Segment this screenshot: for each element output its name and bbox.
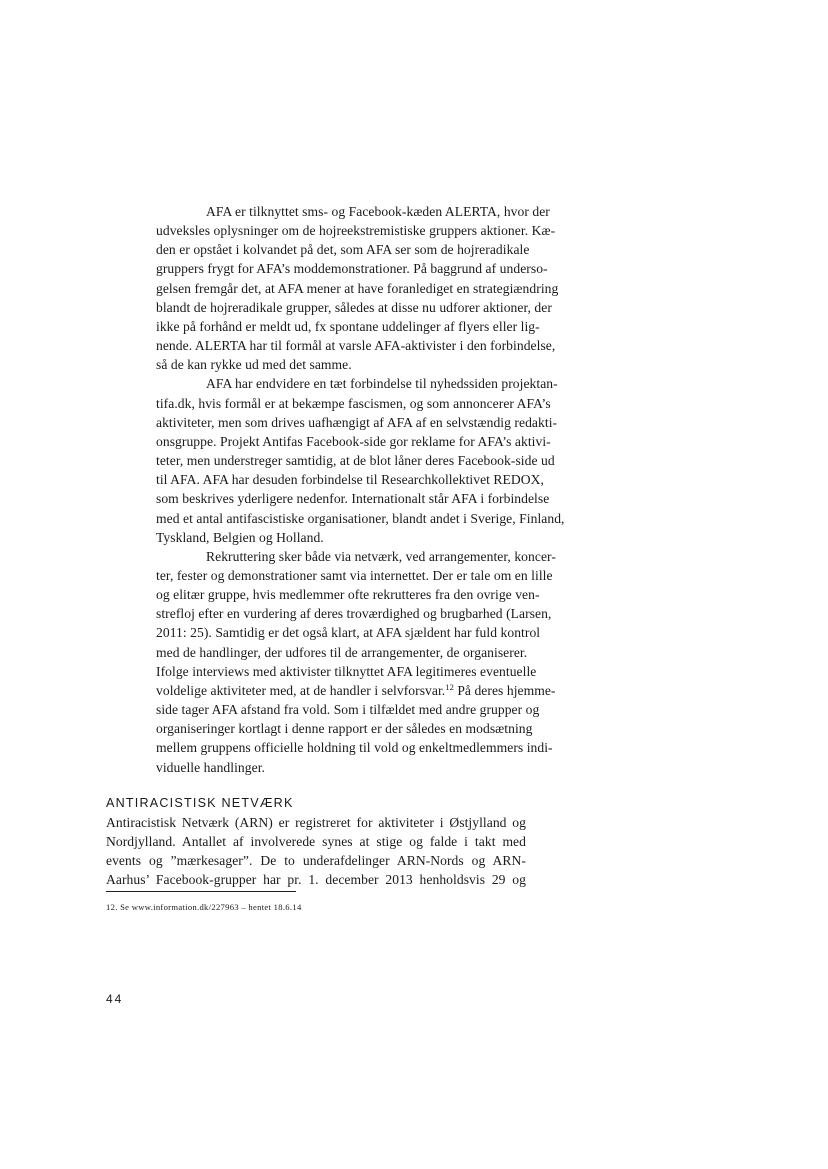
section-heading: ANTIRACISTISK NETVÆRK xyxy=(106,795,294,810)
text-line: teter, men understreger samtidig, at de blot låner deres Facebook-side ud xyxy=(156,453,555,469)
text-line: med et antal antifascistiske organisationer, blandt andet i Sverige, Finland, xyxy=(156,510,565,526)
text-line: tifa.dk, hvis formål er at bekæmpe fascismen, og som annoncerer AFA’s xyxy=(156,395,551,411)
text-line: så de kan rykke ud med det samme. xyxy=(156,357,352,373)
text-line: ter, fester og demonstrationer samt via internettet. Der er tale om en lille xyxy=(156,567,553,583)
text-line: Antiracistisk Netværk (ARN) er registreret for aktiviteter i Østjylland og xyxy=(106,814,526,830)
text-line: side tager AFA afstand fra vold. Som i tilfældet med andre grupper og xyxy=(156,702,540,718)
text-line: organiseringer kortlagt i denne rapport er der således en modsætning xyxy=(156,721,533,737)
text-line: Nordjylland. Antallet af involverede synes at stige og falde i takt med xyxy=(106,833,526,849)
text-line: Tyskland, Belgien og Holland. xyxy=(156,529,324,545)
text-line: AFA er tilknyttet sms- og Facebook-kæden ALERTA, hvor der xyxy=(206,204,550,219)
text-line: og elitær gruppe, hvis medlemmer ofte rekrutteres fra den ovrige ven- xyxy=(156,587,540,603)
text-line: mellem gruppens officielle holdning til vold og enkeltmedlemmers indi- xyxy=(156,740,553,756)
paragraph-rekruttering xyxy=(106,547,556,777)
text-line: viduelle handlinger. xyxy=(156,759,265,775)
text-line: ikke på forhånd er meldt ud, fx spontane uddelinger af flyers eller lig- xyxy=(156,318,540,334)
text-line-with-footnote xyxy=(106,681,556,700)
text-line: til AFA. AFA har desuden forbindelse til Researchkollektivet REDOX, xyxy=(156,472,544,488)
text-line: strefloj efter en vurdering af deres troværdighed og brugbarhed (Larsen, xyxy=(156,606,552,622)
paragraph-arn xyxy=(106,813,526,890)
text-fragment: voldelige aktiviteter med, at de handler i selvforsvar. xyxy=(156,682,446,698)
text-line: blandt de hojreradikale grupper, således at disse nu udforer aktioner, der xyxy=(156,299,552,315)
text-line: Aarhus’ Facebook-grupper har pr. 1. december 2013 henholdsvis 29 og xyxy=(106,872,526,888)
text-line: aktiviteter, men som drives uafhængigt af AFA af en selvstændig redakti- xyxy=(156,414,558,430)
text-line: den er opstået i kolvandet på det, som AFA ser som de hojreradikale xyxy=(156,242,530,258)
text-line: som beskrives yderligere nedenfor. Internationalt står AFA i forbindelse xyxy=(156,491,550,507)
footnote-divider xyxy=(106,891,296,892)
text-line: nende. ALERTA har til formål at varsle AFA-aktivister i den forbindelse, xyxy=(156,338,556,354)
paragraph-projekt-antifa xyxy=(106,374,565,546)
paragraph-alerta xyxy=(106,202,559,374)
text-line: gelsen fremgår det, at AFA mener at have foranlediget en strategiændring xyxy=(156,280,559,296)
body-text xyxy=(106,202,565,889)
text-line: AFA har endvidere en tæt forbindelse til nyhedssiden projektan- xyxy=(206,376,558,392)
text-line: Ifolge interviews med aktivister tilknyttet AFA legitimeres eventuelle xyxy=(156,663,537,679)
text-line: onsgruppe. Projekt Antifas Facebook-side gor reklame for AFA’s aktivi- xyxy=(156,433,551,449)
text-line: Rekruttering sker både via netværk, ved arrangementer, koncer- xyxy=(206,548,556,564)
page-number: 44 xyxy=(106,992,124,1006)
text-line: events og ”mærkesager”. De to underafdelinger ARN-Nords og ARN- xyxy=(106,853,526,868)
footnote-marker: 12 xyxy=(445,681,454,692)
text-line: udveksles oplysninger om de hojreekstremistiske gruppers aktioner. Kæ- xyxy=(156,223,556,239)
text-fragment: På deres hjemme- xyxy=(453,682,556,698)
text-line: 2011: 25). Samtidig er det også klart, at AFA sjældent har fuld kontrol xyxy=(156,625,541,641)
footnote: 12. Se www.information.dk/227963 – hentet 18.6.14 xyxy=(106,902,302,912)
text-line: gruppers frygt for AFA’s moddemonstrationer. På baggrund af underso- xyxy=(156,261,548,277)
text-line: med de handlinger, der udfores til de arrangementer, de organiserer. xyxy=(156,644,528,660)
